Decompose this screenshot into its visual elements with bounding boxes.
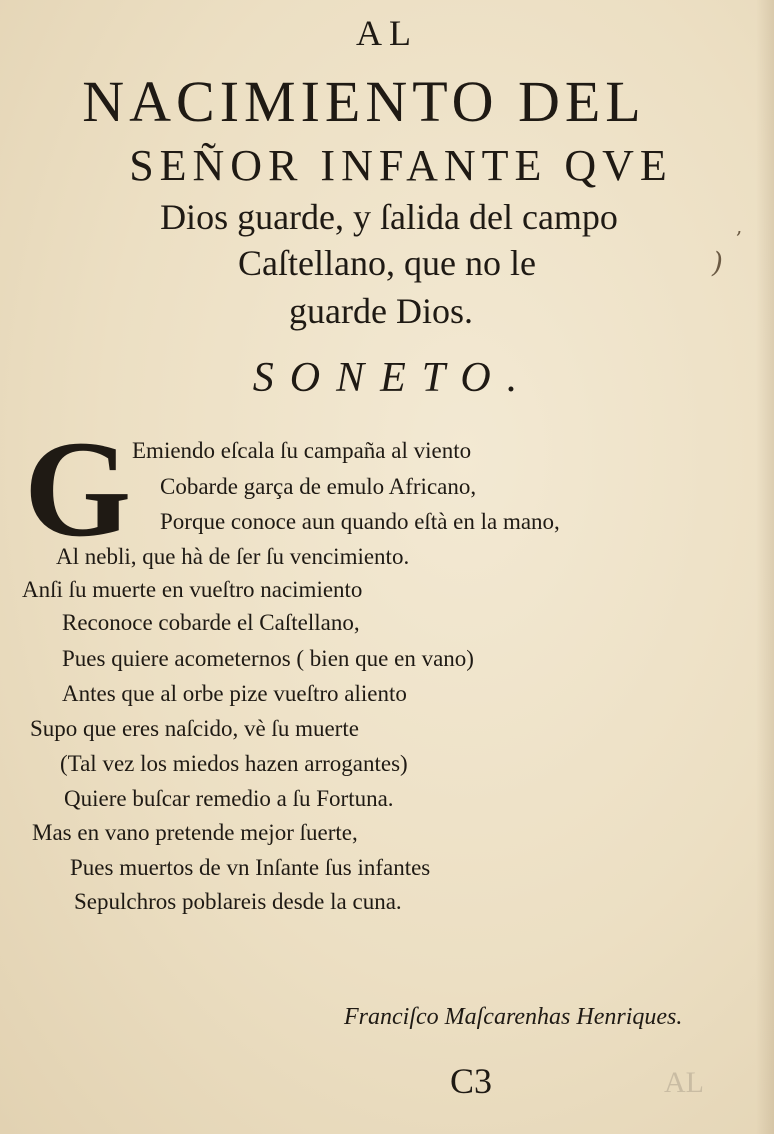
bleed-through-catchword: AL xyxy=(664,1066,704,1099)
verse-line-5: Anſi ſu muerte en vueſtro nacimiento xyxy=(22,577,363,602)
verse-line-12: Mas en vano pretende mejor ſuerte, xyxy=(32,820,358,845)
soneto-title: SONETO. xyxy=(252,355,534,401)
verse-line-7: Pues quiere acometernos ( bien que en vano) xyxy=(62,646,474,671)
verse-line-6: Reconoce cobarde el Caſtellano, xyxy=(62,610,360,635)
verse-line-3: Porque conoce aun quando eſtà en la mano, xyxy=(160,509,560,534)
ink-speck: , xyxy=(736,214,743,238)
verse-line-4: Al nebli, que hà de ſer ſu vencimiento. xyxy=(56,544,410,569)
margin-ink-mark: ) xyxy=(712,246,723,279)
verse-line-10: (Tal vez los miedos hazen arrogantes) xyxy=(60,751,408,776)
verse-line-11: Quiere buſcar remedio a ſu Fortuna. xyxy=(64,786,394,811)
verse-line-8: Antes que al orbe pize vueſtro aliento xyxy=(62,681,407,706)
verse-line-13: Pues muertos de vn Inſante ſus infantes xyxy=(70,855,431,880)
drop-cap: G xyxy=(24,412,132,565)
verse-line-1: Emiendo eſcala ſu campaña al viento xyxy=(132,438,472,463)
verse-line-9: Supo que eres naſcido, vè ſu muerte xyxy=(30,716,359,741)
heading-senor-infante: SEÑOR INFANTE QVE xyxy=(129,141,673,190)
verse-line-14: Sepulchros poblareis desde la cuna. xyxy=(74,889,402,914)
heading-line-2: Caſtellano, que no le xyxy=(238,243,536,283)
verse-line-2: Cobarde garça de emulo Africano, xyxy=(160,474,477,499)
folio-signature-mark: C3 xyxy=(450,1061,493,1101)
heading-line-3: guarde Dios. xyxy=(289,291,473,331)
heading-al: AL xyxy=(356,13,418,53)
author-signature: Franciſco Maſcarenhas Henriques. xyxy=(344,1004,683,1030)
heading-line-1: Dios guarde, y ſalida del campo xyxy=(160,197,618,237)
heading-nacimiento: NACIMIENTO DEL xyxy=(82,69,646,134)
